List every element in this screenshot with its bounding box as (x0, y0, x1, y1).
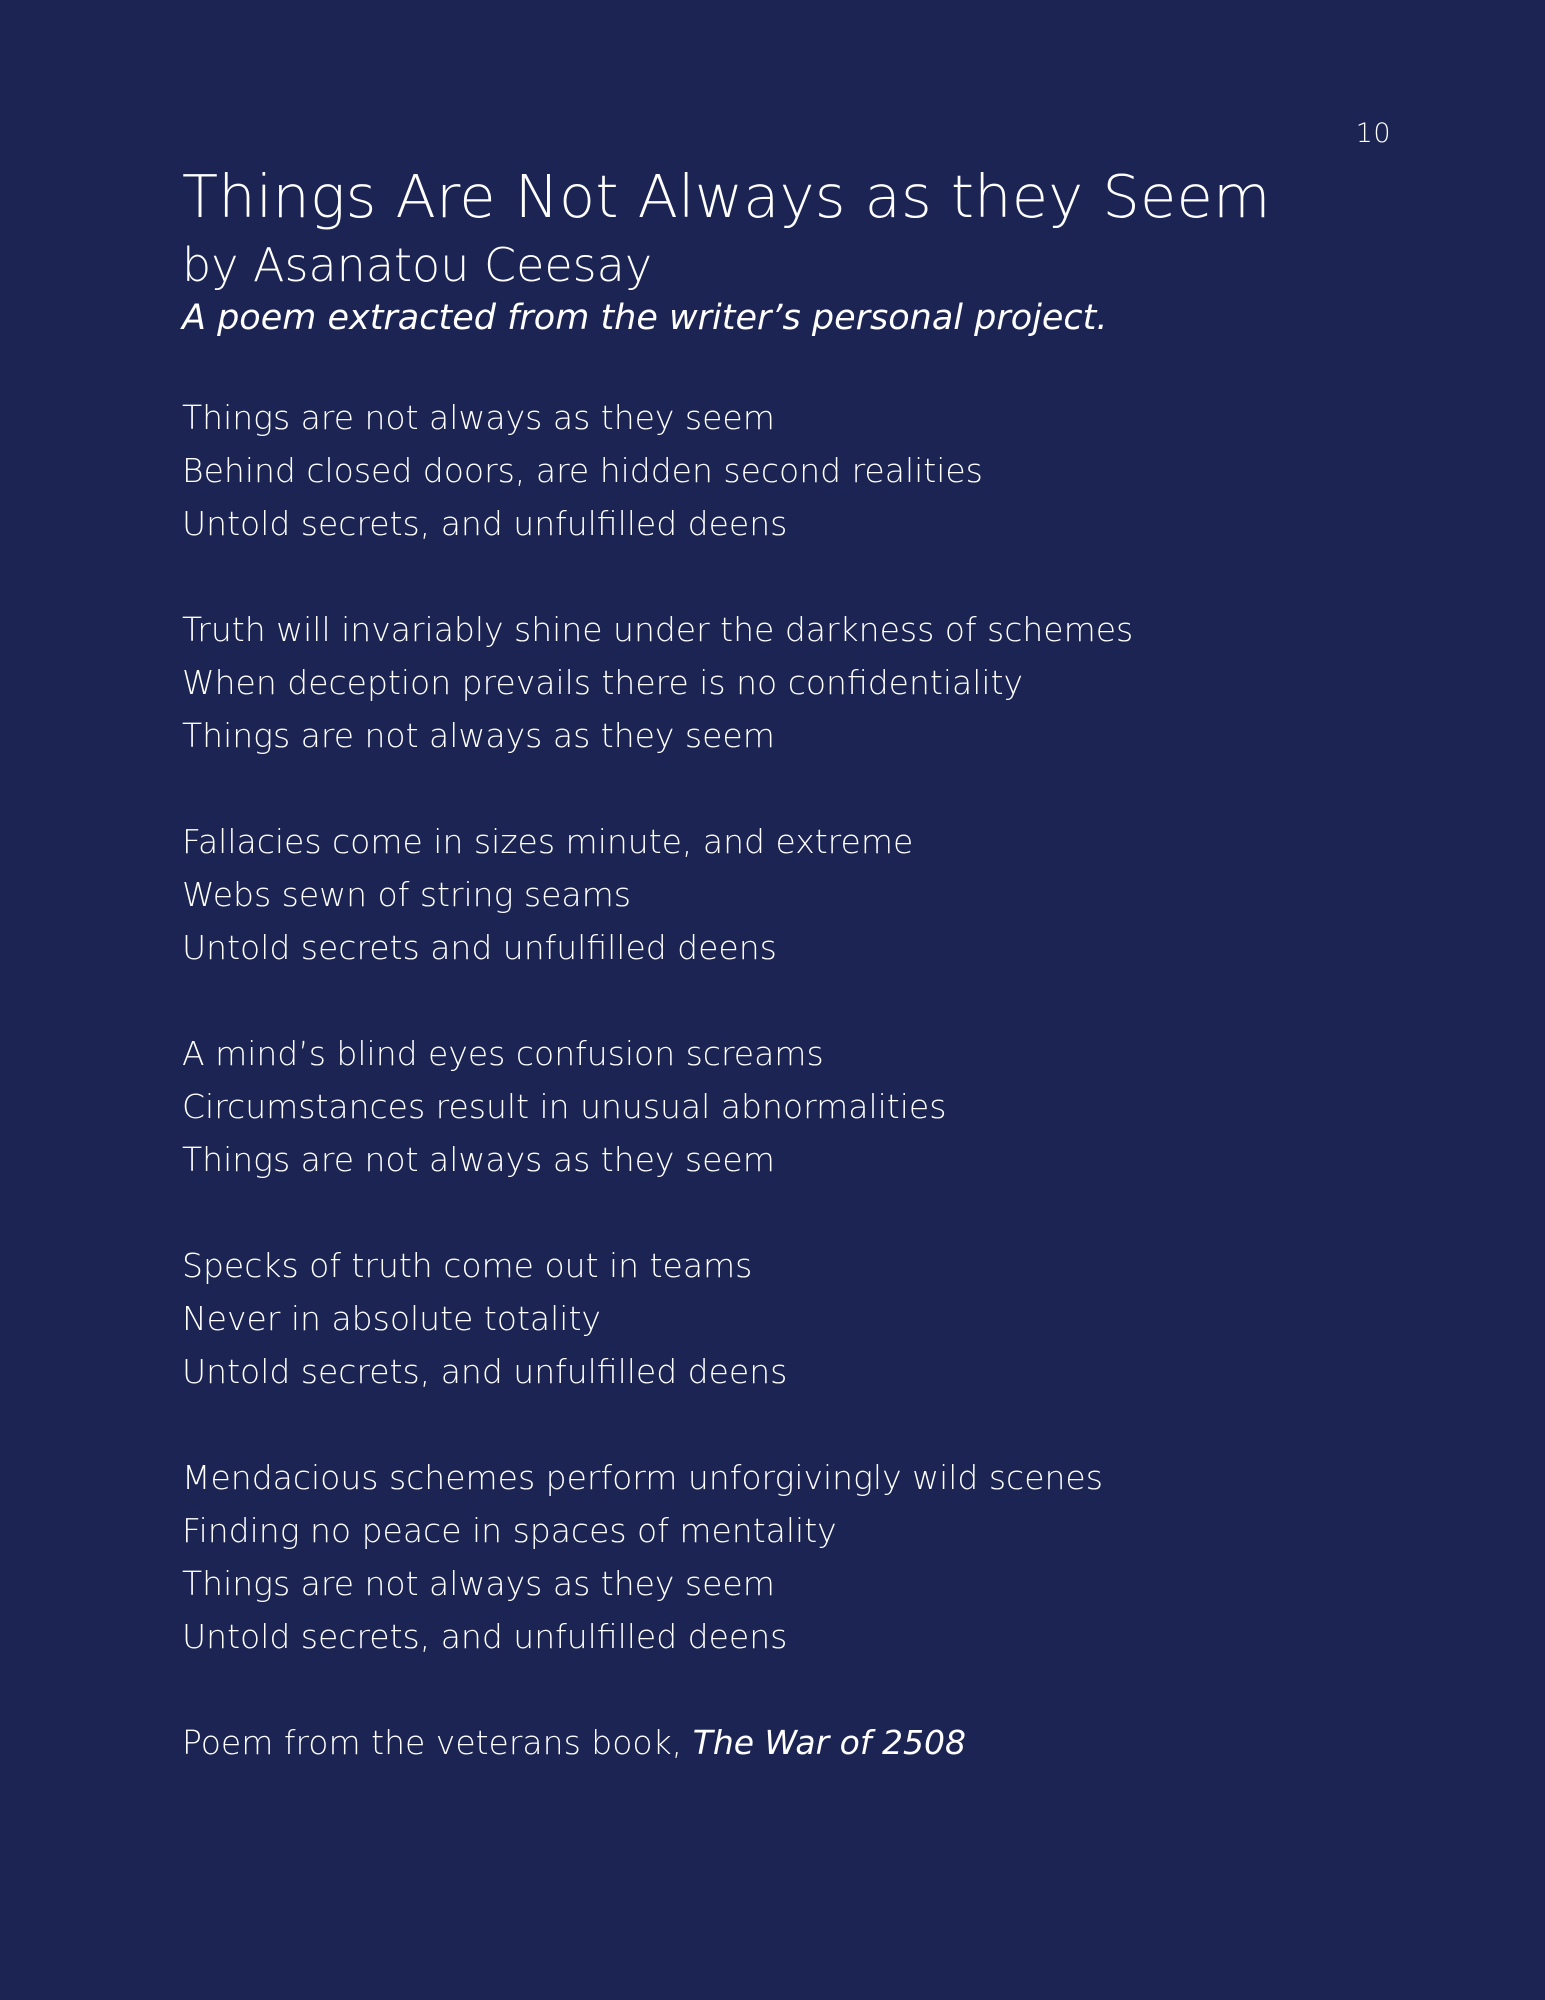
poem-line: Untold secrets, and unfulfilled deens (182, 504, 788, 543)
book-title: The War of 2508 (692, 1723, 966, 1762)
closing-text: Poem from the veterans book, (182, 1723, 683, 1762)
poem-author: by Asanatou Ceesay (182, 238, 653, 292)
poem-line: Truth will invariably shine under the darkness of schemes (182, 610, 1134, 649)
poem-line: Never in absolute totality (182, 1299, 601, 1338)
poem-line: Specks of truth come out in teams (182, 1246, 753, 1285)
poem-line: When deception prevails there is no confidentiality (182, 663, 1024, 702)
poem-line: A mind’s blind eyes confusion screams (182, 1034, 824, 1073)
stanza-1 (182, 391, 1382, 550)
stanza-2 (182, 603, 1382, 762)
poem-line: Circumstances result in unusual abnormalities (182, 1087, 947, 1126)
poem-line: Mendacious schemes perform unforgivingly wild scenes (182, 1458, 1103, 1497)
page-number: 10 (1355, 118, 1391, 149)
poem-line: Fallacies come in sizes minute, and extreme (182, 822, 914, 861)
stanza-4 (182, 1027, 1382, 1186)
poem-note: A poem extracted from the writer’s personal project. (182, 298, 1108, 338)
closing-note (182, 1716, 1382, 1769)
poem-line: Untold secrets, and unfulfilled deens (182, 1352, 788, 1391)
stanza-6 (182, 1451, 1382, 1663)
stanza-3 (182, 815, 1382, 974)
poem-line: Webs sewn of string seams (182, 875, 631, 914)
poem-line: Things are not always as they seem (182, 398, 775, 437)
poem-line: Things are not always as they seem (182, 1140, 775, 1179)
poem-line: Finding no peace in spaces of mentality (182, 1511, 837, 1550)
poem-line: Things are not always as they seem (182, 716, 775, 755)
poem-title: Things Are Not Always as they Seem (182, 162, 1271, 231)
stanza-5 (182, 1239, 1382, 1398)
poem-content (182, 158, 1382, 1769)
poem-line: Things are not always as they seem (182, 1564, 775, 1603)
poem-line: Untold secrets and unfulfilled deens (182, 928, 777, 967)
poem-line: Untold secrets, and unfulfilled deens (182, 1617, 788, 1656)
poem-line: Behind closed doors, are hidden second realities (182, 451, 983, 490)
